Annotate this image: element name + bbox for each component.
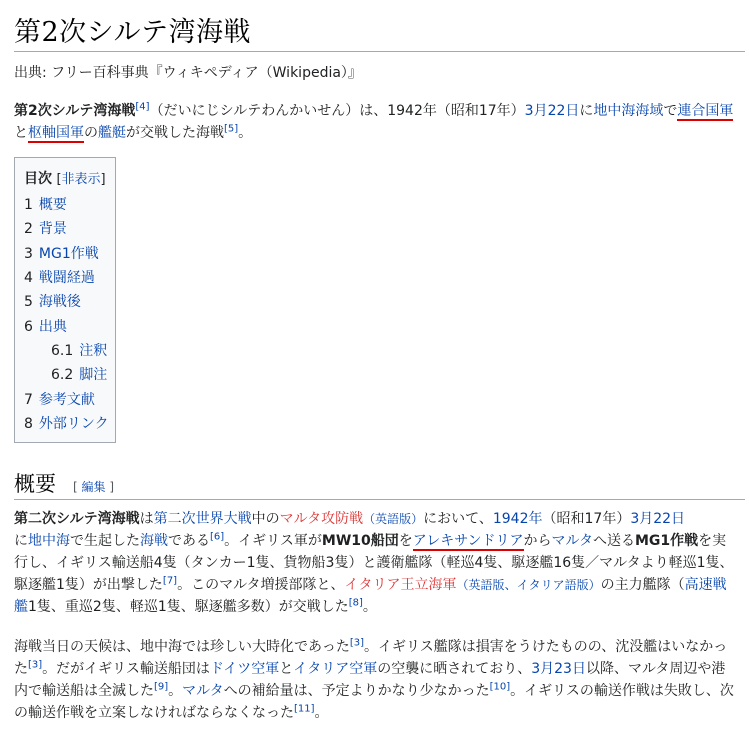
link-mar22[interactable]: 3月22日 [630,511,686,527]
title-divider [14,51,745,52]
toc-item[interactable]: 1 概要 [24,197,67,213]
link-malta[interactable]: マルタ [182,683,224,699]
ref-link[interactable]: [6] [210,531,225,543]
ref-link[interactable]: [5] [224,123,239,135]
section-heading: 概要 [14,472,56,496]
link-allies[interactable]: 連合国軍 [677,103,734,119]
link-warship[interactable]: 艦艇 [98,125,126,141]
toc-subitem[interactable]: 6.2 脚注 [51,367,108,383]
toc-item[interactable]: 7 参考文献 [24,392,95,408]
section-divider [14,499,745,500]
link-ww2[interactable]: 第二次世界大戦 [153,511,252,527]
ref-link[interactable]: [8] [348,597,363,609]
toc-item[interactable]: 6 出典 [24,319,67,335]
link-malta-siege[interactable]: マルタ攻防戦 [279,511,364,527]
link-alexandria[interactable]: アレキサンドリア [412,533,524,549]
ref-link[interactable]: [3] [349,637,365,649]
ref-link[interactable]: [11] [294,703,315,715]
toc-item[interactable]: 4 戦闘経過 [24,270,95,286]
link-english-version[interactable]: （英語版） [363,512,424,526]
link-regia-marina[interactable]: イタリア王立海軍 [344,577,457,593]
toc-item[interactable]: 3 MG1作戦 [24,246,99,262]
link-1942[interactable]: 1942年 [492,511,543,527]
toc-item[interactable]: 2 背景 [24,221,67,237]
link-english-version[interactable]: （英語版 [456,578,505,592]
link-malta[interactable]: マルタ [551,533,593,549]
section-edit: [ 編集 ] [73,480,115,494]
ref-link[interactable]: [9] [154,681,169,693]
toc-item[interactable]: 8 外部リンク [24,416,109,432]
link-italian-air-force[interactable]: イタリア空軍 [293,661,378,677]
toc-hide-toggle[interactable]: 非表示 [61,172,101,187]
link-mar23[interactable]: 3月23日 [531,661,586,677]
intro-bold-title: 第2次シルテ湾海戦 [14,103,136,119]
link-mediterranean-area[interactable]: 地中海海域 [593,103,664,119]
link-mar22[interactable]: 3月22日 [524,103,580,119]
ref-link[interactable]: [7] [162,575,178,587]
overview-paragraph-2: 海戦当日の天候は、地中海では珍しい大時化であった[3]。イギリス艦隊は損害をうけたものの、沈没艦はいなかった[3]。だがイギリス輸送船団はドイツ空軍とイタリア空軍の空襲に晒されており、3月23日以降、マルタ周辺や港内で輸送船は全滅した[9]。マルタへの補給量は、予定よりかなり少なかった[10]。イギリスの輸送作戦は失敗し、次の輸送作戦を立案しなければならなくなった[11]。 [14,637,734,721]
link-naval-battle[interactable]: 海戦 [140,533,168,549]
edit-link[interactable]: 編集 [81,480,106,494]
ref-link[interactable]: [10] [489,681,511,693]
toc-header: 目次 [非表示] [24,171,106,187]
link-mediterranean[interactable]: 地中海 [28,533,70,549]
intro-paragraph: 第2次シルテ湾海戦[4]（だいにじシルテわんかいせん）は、1942年（昭和17年）3月22日に地中海海域で連合国軍と枢軸国軍の艦艇が交戦した海戦[5]。 [14,101,734,141]
link-italian-version[interactable]: 、イタリア語版） [504,578,601,592]
table-of-contents [14,157,116,443]
toc-title: 目次 [24,171,52,187]
link-axis[interactable]: 枢軸国軍 [28,125,84,141]
link-fast-battleship[interactable]: 高速戦艦 [14,577,727,615]
overview-paragraph-1: 第二次シルテ湾海戦は第二次世界大戦中のマルタ攻防戦（英語版）において、1942年（昭和17年）3月22日 に地中海で生起した海戦である[6]。イギリス軍がMW10船団をアレキサンドリアからマルタへ送るMG1作戦を実行し、イギリス輸送船4隻（タンカー1隻、貨物船3隻）と護衛艦隊（軽巡4隻、駆逐艦16隻／マルタより軽巡1隻、駆逐艦1隻）が出撃した[7]。このマルタ増援部隊と、イタリア王立海軍（英語版、イタリア語版）の主力艦隊（高速戦艦1隻、重巡2隻、軽巡1隻、駆逐艦多数）が交戦した[8]。 [14,511,734,615]
ref-link[interactable]: [3] [28,659,43,671]
source-line: 出典: フリー百科事典『ウィキペディア（Wikipedia）』 [14,65,362,81]
link-luftwaffe[interactable]: ドイツ空軍 [209,661,280,677]
toc-subitem[interactable]: 6.1 注釈 [51,343,108,359]
ref-link[interactable]: [4] [135,101,150,113]
page-title: 第2次シルテ湾海戦 [14,17,252,48]
toc-item[interactable]: 5 海戦後 [24,294,81,310]
